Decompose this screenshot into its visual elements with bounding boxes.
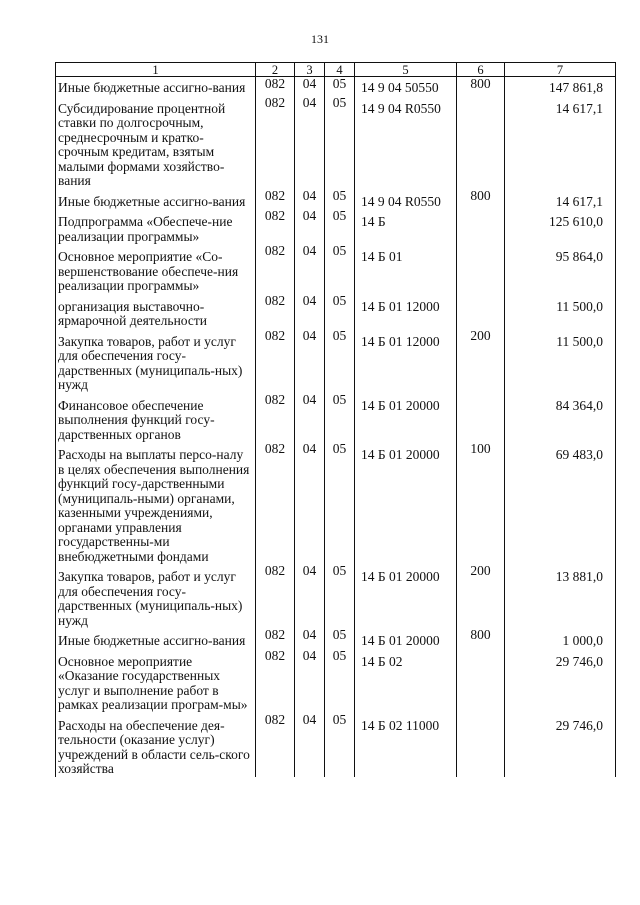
row-col-3: 04 <box>295 189 325 210</box>
row-amount: 125 610,0 <box>505 209 616 244</box>
row-col-4: 05 <box>325 294 355 329</box>
row-code: 14 Б 01 20000 <box>355 564 457 628</box>
row-col-3: 04 <box>295 77 325 96</box>
row-amount: 29 746,0 <box>505 713 616 777</box>
row-amount: 29 746,0 <box>505 649 616 713</box>
row-code: 14 9 04 R0550 <box>355 96 457 189</box>
table-row <box>56 96 616 189</box>
row-col-4: 05 <box>325 244 355 294</box>
row-code: 14 Б 01 12000 <box>355 329 457 393</box>
row-name: Основное мероприятие «Со-вершенствование обеспече-ния реализации программы» <box>56 244 256 294</box>
row-code: 14 Б 01 <box>355 244 457 294</box>
row-name: Расходы на выплаты персо-налу в целях обеспечения выполнения функций госу-дарственными (муниципаль-ными) органами, казенными учреждениями, органами управления государственны-ми внебюджетными фондами <box>56 442 256 564</box>
row-col-3: 04 <box>295 209 325 244</box>
row-col-2: 082 <box>256 96 295 189</box>
row-name: Иные бюджетные ассигно-вания <box>56 77 256 96</box>
row-col-6 <box>457 96 505 189</box>
table-header-row <box>56 63 616 77</box>
row-col-2: 082 <box>256 713 295 777</box>
row-col-2: 082 <box>256 649 295 713</box>
table-row <box>56 329 616 393</box>
header-col-3: 3 <box>295 63 325 77</box>
row-col-6 <box>457 294 505 329</box>
row-col-4: 05 <box>325 96 355 189</box>
row-col-3: 04 <box>295 96 325 189</box>
row-col-4: 05 <box>325 329 355 393</box>
row-col-3: 04 <box>295 649 325 713</box>
row-amount: 147 861,8 <box>505 77 616 96</box>
table-row <box>56 189 616 210</box>
row-name: Подпрограмма «Обеспече-ние реализации программы» <box>56 209 256 244</box>
row-amount: 13 881,0 <box>505 564 616 628</box>
row-amount: 69 483,0 <box>505 442 616 564</box>
row-col-2: 082 <box>256 628 295 649</box>
budget-table <box>55 62 616 777</box>
row-code: 14 Б <box>355 209 457 244</box>
row-col-4: 05 <box>325 393 355 443</box>
row-name: Закупка товаров, работ и услуг для обеспечения госу-дарственных (муниципаль-ных) нужд <box>56 329 256 393</box>
table-row <box>56 442 616 564</box>
row-col-2: 082 <box>256 294 295 329</box>
row-col-6: 800 <box>457 628 505 649</box>
row-amount: 84 364,0 <box>505 393 616 443</box>
header-col-5: 5 <box>355 63 457 77</box>
table-row <box>56 77 616 96</box>
row-col-6: 100 <box>457 442 505 564</box>
table-row <box>56 209 616 244</box>
row-col-6 <box>457 393 505 443</box>
table-row <box>56 713 616 777</box>
table-row <box>56 393 616 443</box>
table-row <box>56 649 616 713</box>
row-amount: 1 000,0 <box>505 628 616 649</box>
row-name: организация выставочно-ярмарочной деятельности <box>56 294 256 329</box>
row-code: 14 9 04 50550 <box>355 77 457 96</box>
row-col-6 <box>457 649 505 713</box>
row-col-4: 05 <box>325 649 355 713</box>
row-col-4: 05 <box>325 713 355 777</box>
row-col-3: 04 <box>295 564 325 628</box>
row-code: 14 9 04 R0550 <box>355 189 457 210</box>
row-col-4: 05 <box>325 189 355 210</box>
row-col-2: 082 <box>256 77 295 96</box>
row-col-6: 800 <box>457 77 505 96</box>
row-col-2: 082 <box>256 393 295 443</box>
row-col-3: 04 <box>295 628 325 649</box>
row-col-6 <box>457 244 505 294</box>
row-col-4: 05 <box>325 628 355 649</box>
row-name: Финансовое обеспечение выполнения функций госу-дарственных органов <box>56 393 256 443</box>
row-name: Иные бюджетные ассигно-вания <box>56 628 256 649</box>
row-name: Иные бюджетные ассигно-вания <box>56 189 256 210</box>
header-col-6: 6 <box>457 63 505 77</box>
row-col-4: 05 <box>325 564 355 628</box>
table-row <box>56 564 616 628</box>
row-col-3: 04 <box>295 294 325 329</box>
row-col-2: 082 <box>256 442 295 564</box>
row-name: Основное мероприятие «Оказание государственных услуг и выполнение работ в рамках реализации програм-мы» <box>56 649 256 713</box>
header-col-1: 1 <box>56 63 256 77</box>
row-col-6: 200 <box>457 329 505 393</box>
header-col-7: 7 <box>505 63 616 77</box>
row-col-3: 04 <box>295 442 325 564</box>
row-name: Субсидирование процентной ставки по долгосрочным, среднесрочным и кратко-срочным кредитам, взятым малыми формами хозяйство-вания <box>56 96 256 189</box>
row-col-2: 082 <box>256 189 295 210</box>
row-code: 14 Б 02 11000 <box>355 713 457 777</box>
row-amount: 11 500,0 <box>505 329 616 393</box>
row-amount: 14 617,1 <box>505 189 616 210</box>
row-col-6 <box>457 209 505 244</box>
row-col-2: 082 <box>256 244 295 294</box>
row-amount: 11 500,0 <box>505 294 616 329</box>
row-amount: 95 864,0 <box>505 244 616 294</box>
row-col-2: 082 <box>256 209 295 244</box>
row-code: 14 Б 01 20000 <box>355 442 457 564</box>
row-col-4: 05 <box>325 77 355 96</box>
row-col-2: 082 <box>256 329 295 393</box>
row-code: 14 Б 02 <box>355 649 457 713</box>
table-row <box>56 628 616 649</box>
row-col-6 <box>457 713 505 777</box>
row-col-3: 04 <box>295 393 325 443</box>
table-row <box>56 294 616 329</box>
row-name: Расходы на обеспечение дея-тельности (оказание услуг) учреждений в области сель-ского хозяйства <box>56 713 256 777</box>
row-col-3: 04 <box>295 244 325 294</box>
row-col-4: 05 <box>325 442 355 564</box>
row-col-3: 04 <box>295 713 325 777</box>
row-col-6: 800 <box>457 189 505 210</box>
row-col-4: 05 <box>325 209 355 244</box>
header-col-4: 4 <box>325 63 355 77</box>
row-col-2: 082 <box>256 564 295 628</box>
row-col-3: 04 <box>295 329 325 393</box>
row-code: 14 Б 01 20000 <box>355 393 457 443</box>
table-row <box>56 244 616 294</box>
table-body <box>56 77 616 777</box>
page-number: 131 <box>311 32 329 46</box>
row-amount: 14 617,1 <box>505 96 616 189</box>
row-code: 14 Б 01 12000 <box>355 294 457 329</box>
row-code: 14 Б 01 20000 <box>355 628 457 649</box>
header-col-2: 2 <box>256 63 295 77</box>
row-col-6: 200 <box>457 564 505 628</box>
row-name: Закупка товаров, работ и услуг для обеспечения госу-дарственных (муниципаль-ных) нужд <box>56 564 256 628</box>
